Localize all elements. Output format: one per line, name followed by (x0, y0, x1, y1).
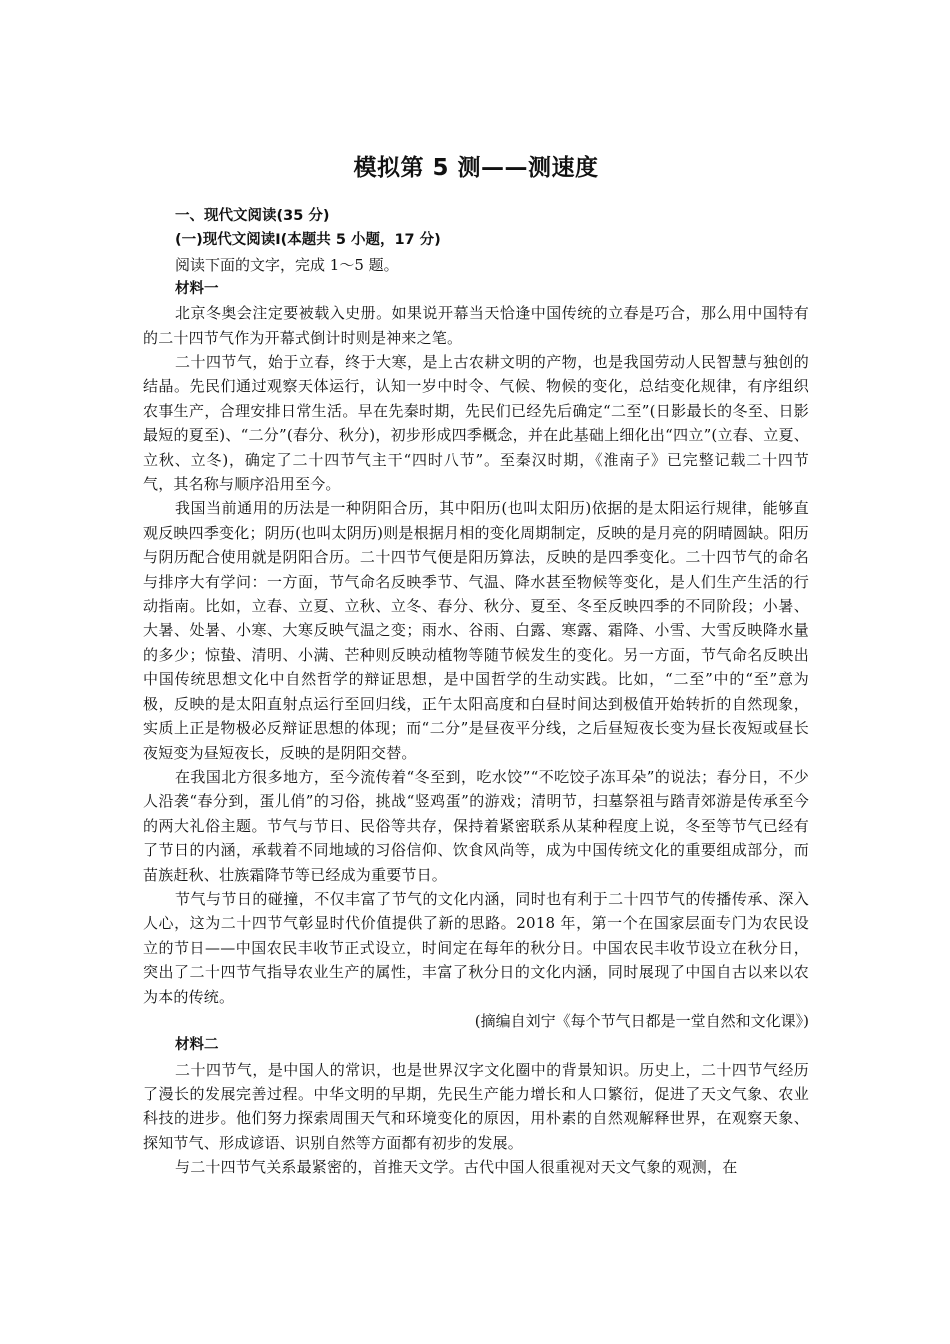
page-title: 模拟第 5 测——测速度 (353, 155, 599, 181)
material-one-paragraph: 我国当前通用的历法是一种阴阳合历，其中阳历(也叫太阳历)依据的是太阳运行规律，能够直观反映四季变化；阴历(也叫太阴历)则是根据月相的变化周期制定，反映的是月亮的阴晴圆缺。阳历与阴历配合使用就是阴阳合历。二十四节气便是阳历算法，反映的是四季变化。二十四节气的命名与排序大有学问：一方面，节气命名反映季节、气温、降水甚至物候等变化，是人们生产生活的行动指南。比如，立春、立夏、立秋、立冬、春分、秋分、夏至、冬至反映四季的不同阶段；小暑、大暑、处暑、小寒、大寒反映气温之变；雨水、谷雨、白露、寒露、霜降、小雪、大雪反映降水量的多少；惊蛰、清明、小满、芒种则反映动植物等随节候发生的变化。另一方面，节气命名反映出中国传统思想文化中自然哲学的辩证思想，是中国哲学的生动实践。比如，“二至”中的“至”意为极，反映的是太阳直射点运行至回归线，正午太阳高度和白昼时间达到极值开始转折的自然现象，实质上正是物极必反辩证思想的体现；而“二分”是昼夜平分线，之后昼短夜长变为昼长夜短或昼长夜短变为昼短夜长，反映的是阴阳交替。 (143, 499, 809, 762)
material-one-paragraph: 在我国北方很多地方，至今流传着“冬至到，吃水饺”“不吃饺子冻耳朵”的说法；春分日，不少人沿袭“春分到，蛋儿俏”的习俗，挑战“竖鸡蛋”的游戏；清明节，扫墓祭祖与踏青郊游是传承至今的两大礼俗主题。节气与节日、民俗等共存，保持着紧密联系从某种程度上说，冬至等节气已经有了节日的内涵，承载着不同地域的习俗信仰、饮食风尚等，成为中国传统文化的重要组成部分，而苗族赶秋、壮族霜降节等已经成为重要节日。 (143, 767, 809, 884)
material-one-paragraph: 北京冬奥会注定要被载入史册。如果说开幕当天恰逢中国传统的立春是巧合，那么用中国特有的二十四节气作为开幕式倒计时则是神来之笔。 (143, 304, 809, 347)
material-two-paragraph: 二十四节气，是中国人的常识，也是世界汉字文化圈中的背景知识。历史上，二十四节气经历了漫长的发展完善过程。中华文明的早期，先民生产能力增长和人口繁衍，促进了天文气象、农业科技的进步。他们努力探索周围天气和环境变化的原因，用朴素的自然观解释世界，在观察天象、探知节气、形成谚语、识别自然等方面都有初步的发展。 (143, 1060, 809, 1152)
document-page (143, 150, 809, 1180)
material-one-paragraph: 节气与节日的碰撞，不仅丰富了节气的文化内涵，同时也有利于二十四节气的传播传承、深入人心，这为二十四节气彰显时代价值提供了新的思路。2018 年，第一个在国家层面专门为农民设立的节日——中国农民丰收节正式设立，时间定在每年的秋分日。中国农民丰收节设立在秋分日，突出了二十四节气指导农业生产的属性，丰富了秋分日的文化内涵，同时展现了中国自古以来以农为本的传统。 (143, 889, 809, 1006)
material-one-source: (摘编自刘宁《每个节气日都是一堂自然和文化课》) (474, 1011, 809, 1030)
material-two-paragraph: 与二十四节气关系最紧密的，首推天文学。古代中国人很重视对天文气象的观测，在 (175, 1158, 738, 1177)
material-one-label: 材料一 (175, 280, 219, 297)
material-one-paragraph: 二十四节气，始于立春，终于大寒，是上古农耕文明的产物，也是我国劳动人民智慧与独创的结晶。先民们通过观察天体运行，认知一岁中时令、气候、物候的变化，总结变化规律，有序组织农事生产，合理安排日常生活。早在先秦时期，先民们已经先后确定“二至”(日影最长的冬至、日影最短的夏至)、“二分”(春分、秋分)，初步形成四季概念，并在此基础上细化出“四立”(立春、立夏、立秋、立冬)，确定了二十四节气主干“四时八节”。至秦汉时期，《淮南子》已完整记载二十四节气，其名称与顺序沿用至今。 (143, 353, 809, 494)
section-subheading: (一)现代文阅读Ⅰ(本题共 5 小题，17 分) (175, 232, 441, 249)
instruction-text: 阅读下面的文字，完成 1～5 题。 (175, 255, 399, 274)
section-heading: 一、现代文阅读(35 分) (175, 208, 330, 224)
material-two-label: 材料二 (175, 1037, 219, 1054)
